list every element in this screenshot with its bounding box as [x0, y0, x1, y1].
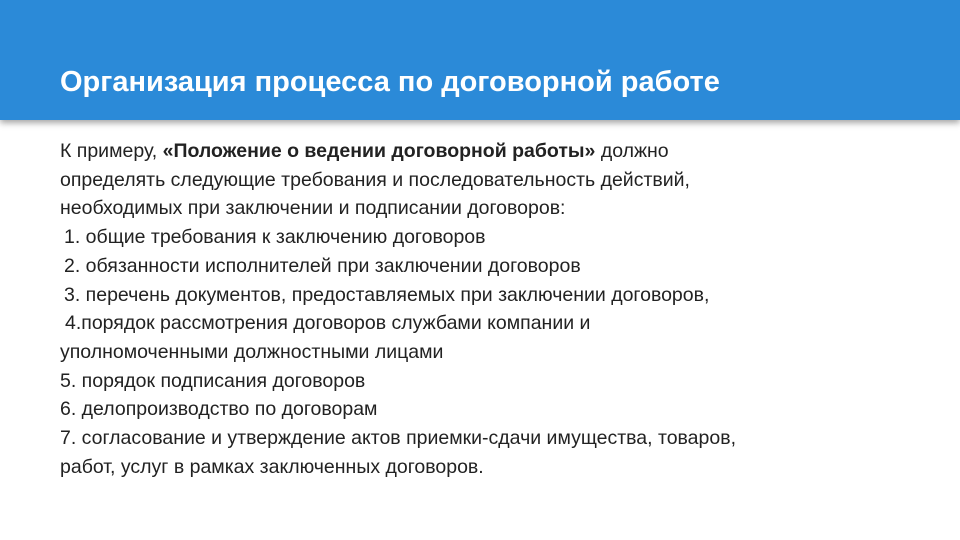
- intro-prefix: К примеру,: [60, 140, 163, 162]
- list-item-4-continued: уполномоченными должностными лицами: [60, 340, 444, 363]
- intro-line-1: [60, 137, 930, 166]
- slide-body: [60, 137, 930, 481]
- intro-line-3: необходимых при заключении и подписании договоров:: [60, 197, 566, 220]
- document-name: «Положение о ведении договорной работы»: [162, 140, 596, 162]
- slide-title: Организация процесса по договорной работе: [60, 66, 720, 98]
- title-bar: [0, 0, 960, 120]
- list-item-7-continued: работ, услуг в рамках заключенных договоров.: [60, 455, 484, 478]
- list-item-7: 7. согласование и утверждение актов приемки-сдачи имущества, товаров,: [60, 427, 736, 450]
- list-item-2: 2. обязанности исполнителей при заключении договоров: [64, 254, 581, 277]
- intro-suffix: должно: [595, 140, 669, 162]
- list-item-1: 1. общие требования к заключению договоров: [64, 226, 486, 249]
- intro-line-2: определять следующие требования и последовательность действий,: [60, 168, 690, 191]
- list-item-4: 4.порядок рассмотрения договоров службами компании и: [65, 312, 591, 335]
- list-item-6: 6. делопроизводство по договорам: [60, 398, 378, 421]
- list-item-3: 3. перечень документов, предоставляемых при заключении договоров,: [64, 283, 710, 306]
- list-item-5: 5. порядок подписания договоров: [60, 369, 366, 392]
